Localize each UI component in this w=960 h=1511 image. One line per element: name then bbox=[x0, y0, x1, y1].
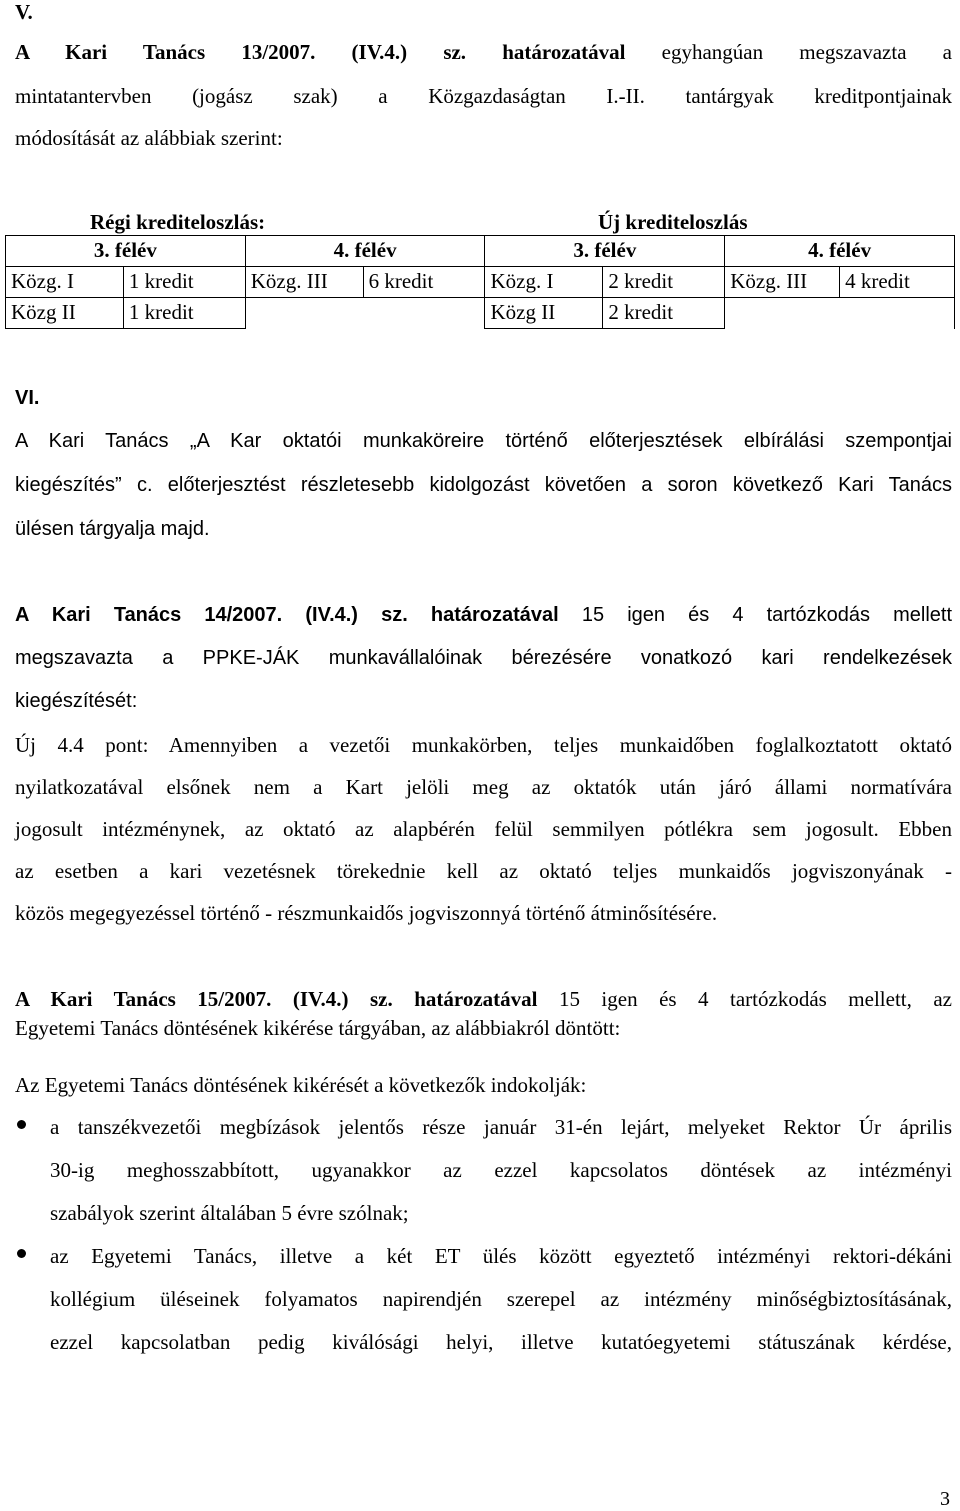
bullet-1-line-1: a tanszékvezetői megbízások jelentős része január 31-én lejárt, melyeket Rektor Úr április bbox=[50, 1115, 952, 1139]
table-cell: Közg. III bbox=[725, 267, 840, 298]
bullet-1-line-2: 30-ig meghosszabbított, ugyanakkor az ezzel kapcsolatos döntések az intézményi bbox=[50, 1158, 952, 1182]
semester-header-row bbox=[6, 236, 955, 267]
table-cell: 1 kredit bbox=[123, 267, 245, 298]
semester-header: 3. félév bbox=[6, 236, 246, 267]
section-v-line-2: mintatantervben (jogász szak) a Közgazdaságtan I.-II. tantárgyak kreditpontjainak bbox=[15, 84, 952, 108]
semester-header: 3. félév bbox=[485, 236, 725, 267]
section-vi-heading: VI. bbox=[15, 387, 40, 409]
resolution-word: határozatával bbox=[414, 987, 538, 1011]
old-credit-header: Régi krediteloszlás: bbox=[90, 210, 266, 234]
table-cell: Közg II bbox=[6, 298, 124, 329]
section-vi-p2-line-2: megszavazta a PPKE-JÁK munkavállalóinak bérezésére vonatkozó kari rendelkezések bbox=[15, 647, 952, 669]
bullet-2-line-3: ezzel kapcsolatban pedig kiválósági helyi, illetve kutatóegyetemi státuszának kérdése, bbox=[50, 1330, 952, 1354]
table-row bbox=[6, 298, 955, 329]
section-vi-p4-line-2: Egyetemi Tanács döntésének kikérése tárgyában, az alábbiakról döntött: bbox=[15, 1016, 621, 1040]
section-vi-p3-line-1: Új 4.4 pont: Amennyiben a vezetői munkakörben, teljes munkaidőben foglalkoztatott oktató bbox=[15, 733, 952, 757]
semester-header: 4. félév bbox=[725, 236, 955, 267]
table-cell: 6 kredit bbox=[363, 267, 485, 298]
table-cell: 2 kredit bbox=[603, 298, 725, 329]
resolution-word: határozatával bbox=[502, 40, 626, 64]
table-cell: 2 kredit bbox=[603, 267, 725, 298]
section-vi-p4-line-1 bbox=[15, 987, 952, 1012]
section-vi-p2-line-1 bbox=[15, 604, 952, 627]
section-vi-p2-line-3: kiegészítését: bbox=[15, 690, 138, 712]
table-cell: 4 kredit bbox=[840, 267, 955, 298]
section-v-line-1 bbox=[15, 40, 952, 65]
table-cell-empty bbox=[725, 298, 955, 329]
table-row bbox=[6, 267, 955, 298]
section-v-heading: V. bbox=[15, 0, 33, 24]
section-vi-p1-line-2: kiegészítés” c. előterjesztést részletesebb kidolgozást követően a soron következő Kari Tanács bbox=[15, 474, 952, 496]
new-credit-header: Új krediteloszlás bbox=[598, 210, 748, 234]
table-cell: Közg. I bbox=[485, 267, 603, 298]
text: 15 igen és 4 tartózkodás mellett bbox=[581, 604, 953, 626]
section-vi-p3-line-3: jogosult intézménynek, az oktató az alapbérén felül semmilyen pótlékra sem jogosult. Ebben bbox=[15, 817, 952, 841]
credit-table bbox=[5, 235, 955, 329]
bullet-icon bbox=[17, 1120, 26, 1129]
section-vi-p3-line-5: közös megegyezéssel történő - részmunkaidős jogviszonnyá történő átminősítésére. bbox=[15, 901, 718, 925]
table-cell: Közg. I bbox=[6, 267, 124, 298]
section-vi-p5-line-1: Az Egyetemi Tanács döntésének kikérését a következők indokolják: bbox=[15, 1073, 587, 1097]
section-vi-p1-line-1: A Kari Tanács „A Kar oktatói munkaköreire történő előterjesztések elbírálási szempontjai bbox=[15, 430, 952, 452]
table-cell: 1 kredit bbox=[123, 298, 245, 329]
table-cell: Közg. III bbox=[245, 267, 363, 298]
section-vi-p1-line-3: ülésen tárgyalja majd. bbox=[15, 518, 210, 540]
resolution-ref: A Kari Tanács 14/2007. (IV.4.) sz. bbox=[15, 604, 408, 626]
semester-header: 4. félév bbox=[245, 236, 485, 267]
section-vi-p3-line-2: nyilatkozatával elsőnek nem a Kart jelöli meg az oktatók után járó állami normatívára bbox=[15, 775, 952, 799]
table-cell: Közg II bbox=[485, 298, 603, 329]
section-v-line-3: módosítását az alábbiak szerint: bbox=[15, 126, 283, 150]
table-cell-empty bbox=[245, 298, 485, 329]
resolution-ref: A Kari Tanács 13/2007. (IV.4.) sz. bbox=[15, 40, 467, 64]
text: 15 igen és 4 tartózkodás mellett, az bbox=[558, 987, 952, 1011]
bullet-1-line-3: szabályok szerint általában 5 évre szólnak; bbox=[50, 1201, 409, 1225]
resolution-ref: A Kari Tanács 15/2007. (IV.4.) sz. bbox=[15, 987, 393, 1011]
bullet-icon bbox=[17, 1249, 26, 1258]
resolution-word: határozatával bbox=[430, 604, 559, 626]
text: egyhangúan megszavazta a bbox=[661, 40, 952, 64]
bullet-2-line-1: az Egyetemi Tanács, illetve a két ET ülés között egyeztető intézményi rektori-dékáni bbox=[50, 1244, 952, 1268]
section-vi-p3-line-4: az esetben a kari vezetésnek törekednie kell az oktató teljes munkaidős jogviszonyának - bbox=[15, 859, 952, 883]
bullet-2-line-2: kollégium üléseinek folyamatos napirendjén szerepel az intézmény minőségbiztosításának, bbox=[50, 1287, 952, 1311]
page-number: 3 bbox=[940, 1488, 950, 1510]
